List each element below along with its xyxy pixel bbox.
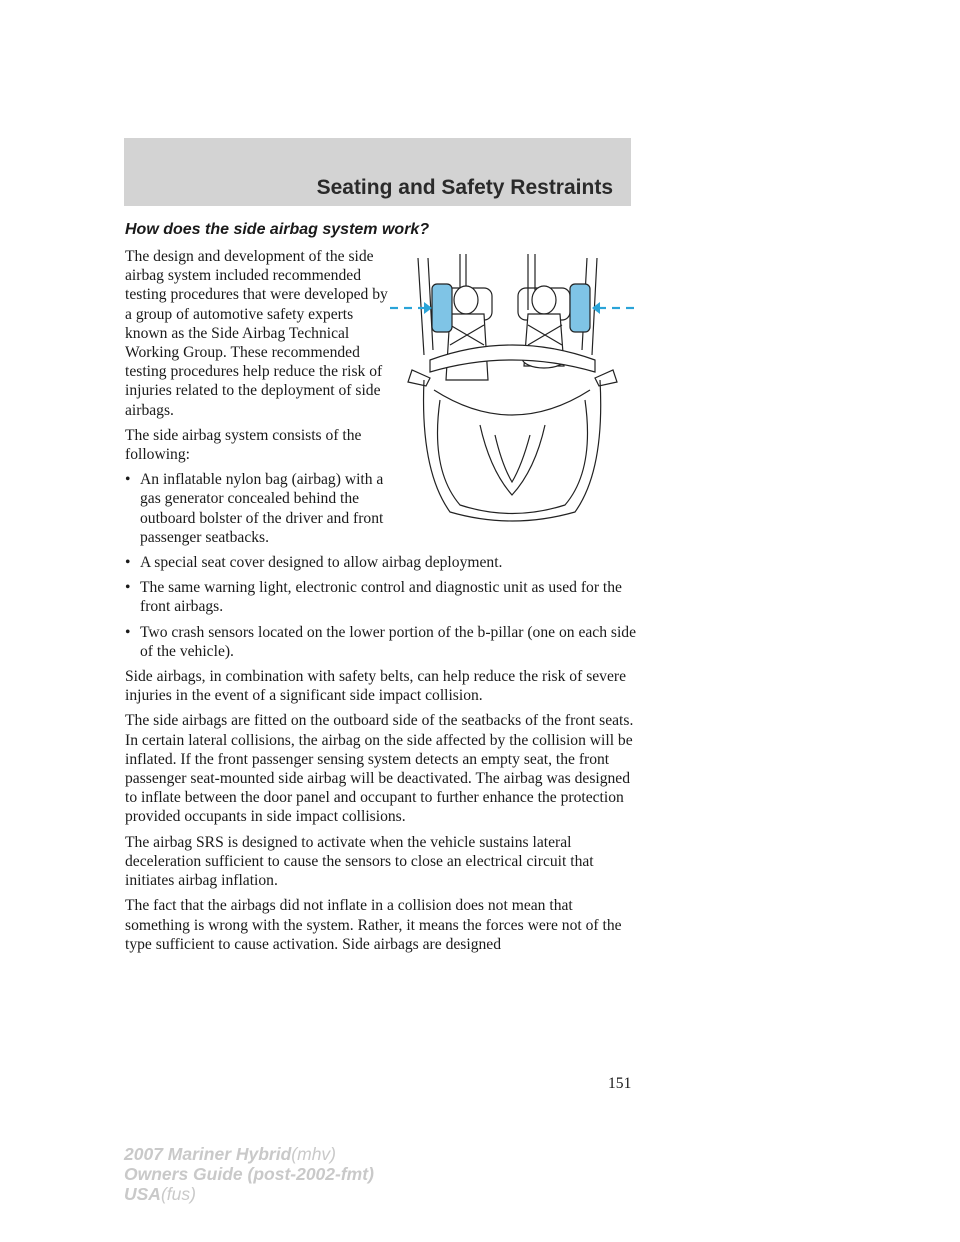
intro-paragraph: The design and development of the side airbag system included recommended testing procedures that were developed by a group of automotive safety experts known as the Side Airbag Technical Working Group. These recommended testing procedures help reduce the risk of injuries related to the deployment of side airbags. (125, 248, 388, 419)
document-footer (124, 1144, 374, 1204)
list-item: • An inflatable nylon bag (airbag) with a gas generator concealed behind the outboard bolster of the driver and front passenger seatbacks. (125, 470, 390, 547)
list-item: • Two crash sensors located on the lower portion of the b-pillar (one on each side of the vehicle). (125, 623, 640, 661)
passenger-side-airbag (570, 284, 590, 332)
footer-line-market: USA(fus) (124, 1184, 196, 1204)
side-airbag-vehicle-illustration (390, 250, 635, 530)
list-item: • A special seat cover designed to allow airbag deployment. (125, 553, 640, 572)
fact-paragraph: The fact that the airbags did not inflate in a collision does not mean that something is wrong with the system. Rather, it means the forces were not of the type sufficient to cause activation. Side airbags are designed (125, 897, 622, 953)
combination-paragraph: Side airbags, in combination with safety belts, can help reduce the risk of severe injuries in the event of a significant side impact collision. (125, 668, 627, 705)
section-title: Seating and Safety Restraints (316, 176, 613, 199)
list-item: • The same warning light, electronic control and diagnostic unit as used for the front airbags. (125, 578, 640, 616)
driver-side-airbag (432, 284, 452, 332)
section-header-band (124, 138, 631, 206)
page-number: 151 (608, 1075, 632, 1092)
consists-paragraph: The side airbag system consists of the following: (125, 426, 362, 464)
footer-line-model: 2007 Mariner Hybrid(mhv) (124, 1144, 337, 1164)
section-heading: How does the side airbag system work? (125, 221, 430, 238)
srs-paragraph: The airbag SRS is designed to activate when the vehicle sustains lateral deceleration sufficient to cause the sensors to close an electrical circuit that initiates airbag inflation. (125, 833, 594, 890)
footer-line-guide: Owners Guide (post-2002-fmt) (124, 1164, 374, 1184)
fitted-paragraph: The side airbags are fitted on the outboard side of the seatbacks of the front seats. In certain lateral collisions, the airbag on the side affected by the collision will be inflated. If the front passenger sensing system detects an empty seat, the front passenger seat-mounted side airbag will be deactivated. The airbag was designed to inflate between the door panel and occupant to further enhance the protection provided occupants in side impact collisions. (125, 712, 634, 826)
